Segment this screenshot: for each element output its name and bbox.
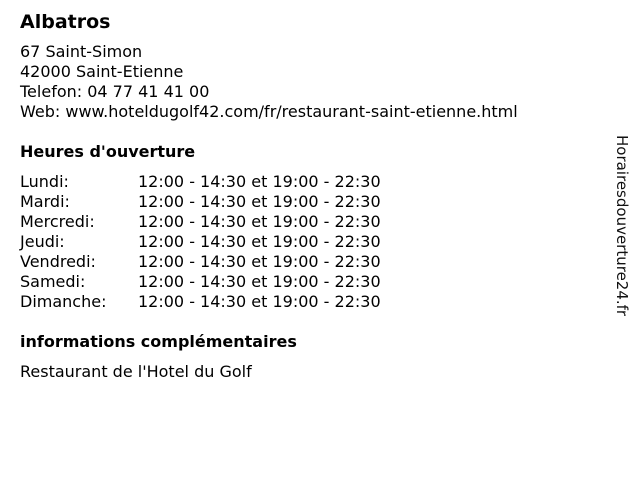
time-range: 12:00 - 14:30 et 19:00 - 22:30: [138, 292, 381, 311]
day-label: Mardi:: [20, 192, 70, 211]
hours-row-monday: [20, 172, 605, 192]
business-card: [20, 10, 605, 382]
hours-row-thursday: [20, 232, 605, 252]
info-heading: informations complémentaires: [20, 332, 297, 351]
day-label: Mercredi:: [20, 212, 95, 231]
hours-row-sunday: [20, 292, 605, 312]
time-range: 12:00 - 14:30 et 19:00 - 22:30: [138, 232, 381, 251]
day-label: Samedi:: [20, 272, 86, 291]
hours-list: [20, 172, 605, 312]
address-street: 67 Saint-Simon: [20, 42, 143, 61]
phone-number: Telefon: 04 77 41 41 00: [20, 82, 210, 101]
hours-row-tuesday: [20, 192, 605, 212]
business-name: Albatros: [20, 11, 111, 33]
hours-row-friday: [20, 252, 605, 272]
watermark-label: Horairesdouverture24.fr: [613, 135, 631, 317]
day-label: Dimanche:: [20, 292, 107, 311]
time-range: 12:00 - 14:30 et 19:00 - 22:30: [138, 192, 381, 211]
hours-row-wednesday: [20, 212, 605, 232]
website: Web: www.hoteldugolf42.com/fr/restaurant-saint-etienne.html: [20, 102, 518, 121]
info-text: Restaurant de l'Hotel du Golf: [20, 362, 252, 381]
address-city: 42000 Saint-Etienne: [20, 62, 184, 81]
day-label: Vendredi:: [20, 252, 96, 271]
day-label: Jeudi:: [20, 232, 65, 251]
time-range: 12:00 - 14:30 et 19:00 - 22:30: [138, 212, 381, 231]
time-range: 12:00 - 14:30 et 19:00 - 22:30: [138, 272, 381, 291]
hours-heading: Heures d'ouverture: [20, 142, 196, 161]
day-label: Lundi:: [20, 172, 69, 191]
time-range: 12:00 - 14:30 et 19:00 - 22:30: [138, 252, 381, 271]
hours-row-saturday: [20, 272, 605, 292]
time-range: 12:00 - 14:30 et 19:00 - 22:30: [138, 172, 381, 191]
